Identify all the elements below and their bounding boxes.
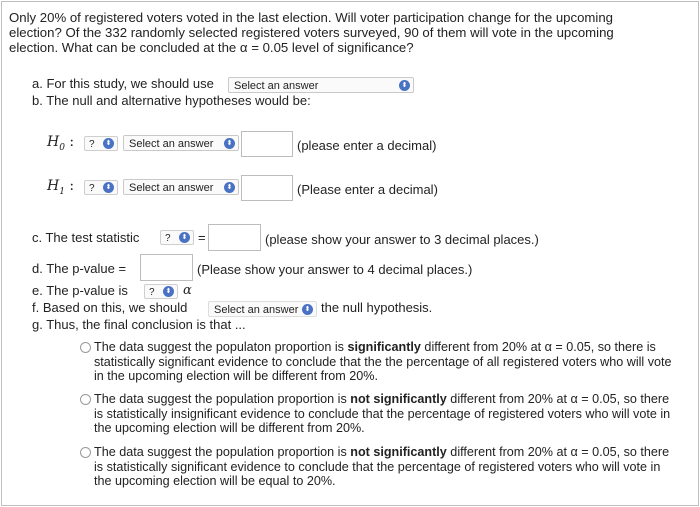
h1-value-input[interactable]: [241, 175, 293, 201]
test-statistic-symbol-select[interactable]: ? ⬍: [160, 230, 194, 245]
dropdown-arrow-icon: ⬍: [302, 304, 313, 315]
study-type-select[interactable]: [228, 77, 414, 93]
p-value-input[interactable]: [140, 254, 193, 281]
part-f-label: f. Based on this, we should: [32, 300, 188, 315]
part-c-label: c. The test statistic: [32, 230, 140, 245]
conclusion-radio-1[interactable]: [80, 342, 91, 353]
part-d-label: d. The p-value =: [32, 261, 127, 276]
conclusion-option-1[interactable]: The data suggest the populaton proportion is significantly different from 20% at α = 0.05, so there is statistically significant evidence to conclude that the the percentage of all registered voters who will vote in the upcoming election will be different from 20%.: [94, 340, 672, 383]
dropdown-arrow-icon: ⬍: [163, 286, 174, 297]
dropdown-arrow-icon: ⬍: [224, 182, 235, 193]
h1-hint: (Please enter a decimal): [297, 182, 438, 197]
p-value-hint: (Please show your answer to 4 decimal places.): [197, 262, 473, 277]
dropdown-arrow-icon: ⬍: [399, 80, 410, 91]
conclusion-option-3[interactable]: The data suggest the population proportion is not significantly different from 20% at α = 0.05, so there is statistically significant evidence to conclude that the percentage of registered voters who will vote in the upcoming election will be equal to 20%.: [94, 445, 670, 488]
h0-parameter-select[interactable]: ? ⬍: [84, 136, 118, 151]
dropdown-arrow-icon: ⬍: [103, 182, 114, 193]
test-statistic-input[interactable]: [208, 224, 261, 251]
question-text: Only 20% of registered voters voted in the last election. Will voter participation change for the upcoming election? Of the 332 randomly selected registered voters surveyed, 90 of them will vote in the upcoming election. What can be concluded at the α = 0.05 level of significance?: [9, 10, 614, 55]
conclusion-option-2[interactable]: The data suggest the population proportion is not significantly different from 20% at α = 0.05, so there is statistically insignificant evidence to conclude that the percentage of registered voters who will vote in the upcoming election will be different from 20%.: [94, 392, 671, 435]
decision-select[interactable]: Select an answer ⬍: [208, 301, 317, 317]
part-b-label: b. The null and alternative hypotheses would be:: [32, 93, 311, 108]
h0-operator-select[interactable]: Select an answer ⬍: [123, 135, 239, 151]
dropdown-arrow-icon: ⬍: [179, 232, 190, 243]
conclusion-radio-3[interactable]: [80, 447, 91, 458]
conclusion-radio-2[interactable]: [80, 394, 91, 405]
h0-value-input[interactable]: [241, 131, 293, 157]
h0-hint: (please enter a decimal): [297, 138, 437, 153]
study-type-select-value: Select an answer: [234, 80, 319, 92]
part-a-label: a. For this study, we should use: [32, 76, 214, 91]
h1-operator-select[interactable]: Select an answer ⬍: [123, 179, 239, 195]
dropdown-arrow-icon: ⬍: [103, 138, 114, 149]
h1-parameter-select[interactable]: ? ⬍: [84, 180, 118, 195]
part-e-label: e. The p-value is: [32, 283, 128, 298]
dropdown-arrow-icon: ⬍: [224, 138, 235, 149]
alpha-symbol: α: [183, 283, 192, 298]
part-g-label: g. Thus, the final conclusion is that ...: [32, 317, 246, 332]
test-statistic-hint: (please show your answer to 3 decimal places.): [265, 232, 539, 247]
p-value-comparison-select[interactable]: ? ⬍: [144, 284, 178, 299]
part-f-suffix: the null hypothesis.: [321, 300, 433, 315]
h1-label: $H_1$ :: [47, 178, 75, 197]
h0-label: $H_0$ :: [47, 134, 75, 153]
test-statistic-equals: =: [198, 230, 206, 245]
